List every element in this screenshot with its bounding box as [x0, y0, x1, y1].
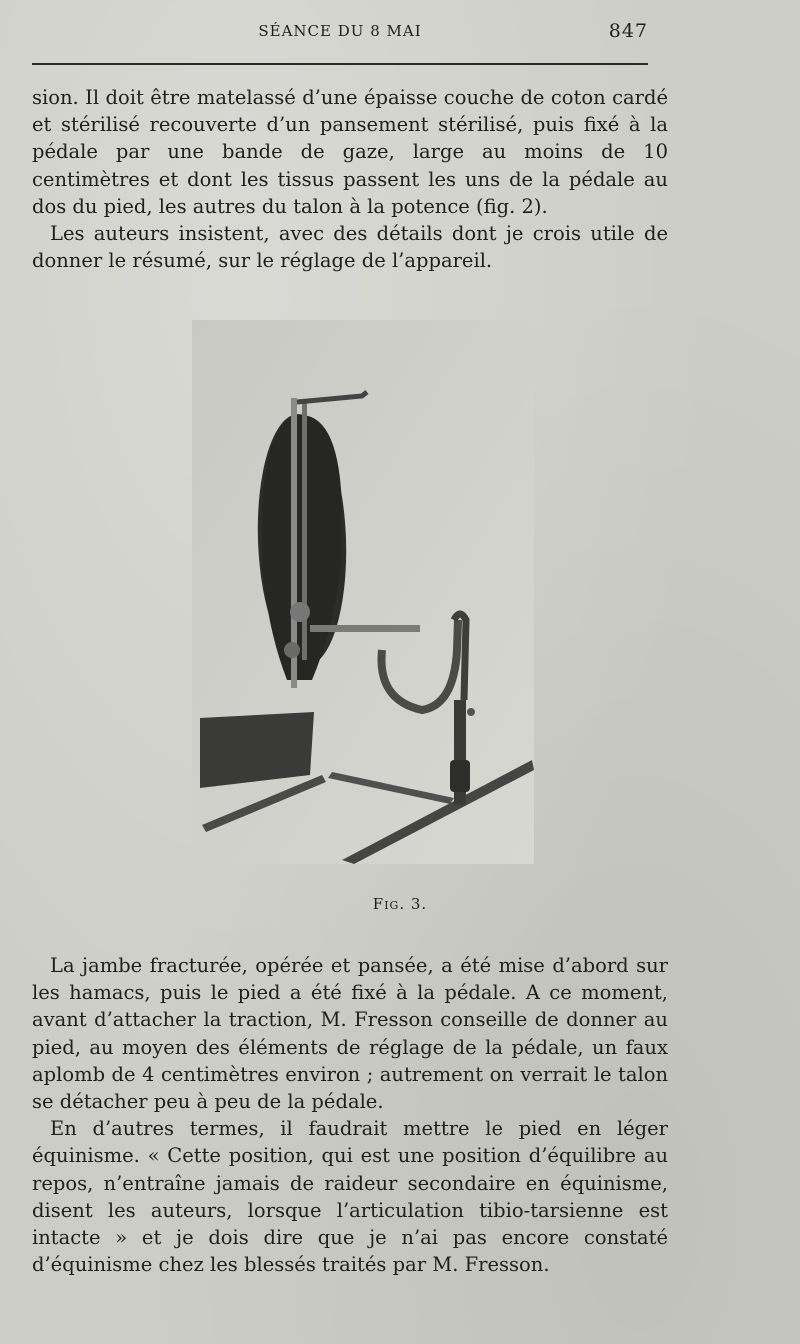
- figure-photo-pedal-apparatus: [192, 320, 534, 864]
- pedal-apparatus-photo: [192, 320, 534, 864]
- post-base: [450, 760, 470, 792]
- running-header: [32, 20, 648, 46]
- text-block-bottom: [32, 952, 668, 1278]
- horizontal-rod: [310, 625, 420, 632]
- figure-caption-text: Fig. 3.: [372, 895, 428, 913]
- page-number: 847: [608, 20, 648, 42]
- text-block-top: [32, 84, 668, 274]
- figure-caption: [0, 895, 800, 913]
- paragraph: Les auteurs insistent, avec des détails dont je crois utile de donner le résumé, sur le réglage de l’appareil.: [32, 222, 668, 273]
- post-screw: [467, 708, 475, 716]
- paragraph: En d’autres termes, il faudrait mettre le pied en léger équinisme. « Cette position, qui est une position d’équilibre au repos, n’entraîne jamais de raideur secondaire en équinisme, disent les auteurs, lorsque l’articulation tibio-tarsienne est intacte » et je dois dire que je n’ai pas encore constaté d’équinisme chez les blessés traités par M. Fresson.: [32, 1117, 668, 1277]
- running-title: SÉANCE DU 8 MAI: [258, 22, 422, 40]
- clamp-knob: [290, 602, 310, 622]
- header-rule: [32, 63, 648, 65]
- paragraph: sion. Il doit être matelassé d’une épaisse couche de coton cardé et stérilisé recouverte d’un pansement stérilisé, puis fixé à la pédale par une bande de gaze, large au moins de 10 centimètres et dont les tissus passent les uns de la pédale au dos du pied, les autres du talon à la potence (fig. 2).: [32, 86, 668, 218]
- clamp-knob: [284, 642, 300, 658]
- paragraph: La jambe fracturée, opérée et pansée, a été mise d’abord sur les hamacs, puis le pied a été fixé à la pédale. A ce moment, avant d’attacher la traction, M. Fresson conseille de donner au pied, au moyen des éléments de réglage de la pédale, un faux aplomb de 4 centimètres environ ; autrement on verrait le talon se détacher peu à peu de la pédale.: [32, 954, 668, 1114]
